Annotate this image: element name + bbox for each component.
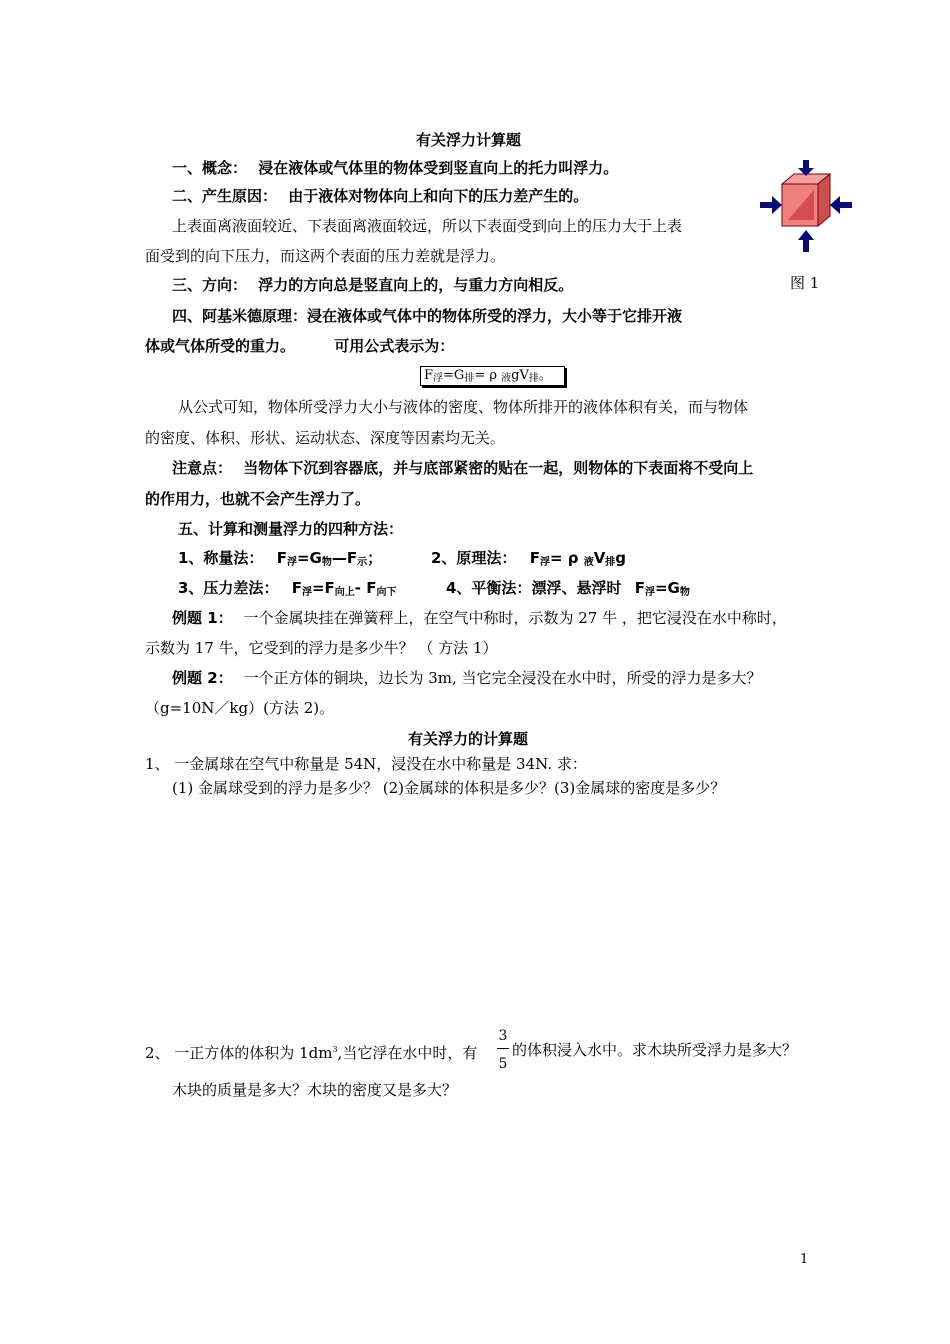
cause-text: 由于液体对物体向上和向下的压力差产生的。 [288, 187, 589, 205]
method-1: 1、称量法： $F_浮=G_物—F_示$； [178, 549, 383, 568]
attention-label: 注意点： [172, 459, 233, 477]
attention-line1 [172, 458, 753, 478]
principle-line2-a: 体或气体所受的重力。 [145, 337, 296, 355]
question2-line2: 木块的质量是多大？木块的密度又是多大？ [172, 1081, 458, 1099]
example1-line1 [172, 608, 787, 628]
attention-text-1: 当物体下沉到容器底，并与底部紧密的贴在一起，则物体的下表面将不受向上 [243, 459, 754, 477]
figure-caption: 图 1 [790, 274, 820, 292]
question2-line1-b: 的体积浸入水中。求木块所受浮力是多大？ [512, 1041, 798, 1059]
example2-label: 例题 2： [172, 669, 233, 687]
fraction-numerator: 3 [498, 1028, 508, 1044]
method-2: 2、原理法： $F_浮= \rho$ $_液V_排g$ [431, 549, 627, 568]
method-4: 4、平衡法：漂浮、悬浮时 $F_浮=G_物$ [446, 579, 690, 598]
example1-text-1: 一个金属块挂在弹簧秤上，在空气中称时，示数为 27 牛 ，把它浸没在水中称时， [243, 609, 787, 627]
concept-line [172, 158, 618, 178]
cause-explain-line2: 面受到的向下压力，而这两个表面的压力差就是浮力。 [145, 247, 506, 265]
direction-label: 三、方向： [172, 276, 248, 294]
method-3: 3、压力差法： $F_浮=F_{向上}-$ $F_{向下}$ [178, 579, 397, 598]
example2-line2: （g=10N／kg）(方法 2)。 [145, 699, 335, 717]
formula-note-line1: 从公式可知，物体所受浮力大小与液体的密度、物体所排开的液体体积有关，而与物体 [178, 398, 749, 416]
section2-title: 有关浮力的计算题 [408, 730, 529, 748]
concept-text: 浸在液体或气体里的物体受到竖直向上的托力叫浮力。 [258, 159, 619, 177]
example1-line2: 示数为 17 牛，它受到的浮力是多少牛？ （ 方法 1） [145, 639, 498, 657]
fraction-bar [497, 1048, 509, 1049]
example1-label: 例题 1： [172, 609, 233, 627]
concept-label: 一、概念： [172, 159, 248, 177]
methods-heading: 五、计算和测量浮力的四种方法： [178, 520, 404, 538]
cause-line [172, 186, 588, 206]
question1-line1: 1、 一金属球在空气中称量是 54N，浸没在水中称量是 34N. 求： [145, 755, 587, 773]
principle-line2 [145, 336, 454, 356]
direction-text: 浮力的方向总是竖直向上的，与重力方向相反。 [258, 276, 574, 294]
example2-text-1: 一个正方体的铜块，边长为 3m, 当它完全浸没在水中时，所受的浮力是多大？ [243, 669, 762, 687]
question1-line2: (1) 金属球受到的浮力是多少？ (2)金属球的体积是多少？(3)金属球的密度是多少？ [172, 779, 726, 797]
example2-line1 [172, 668, 762, 688]
archimedes-formula: $F_浮=G_排= \rho$ $_液gV_排$。 [420, 366, 565, 386]
page-number: 1 [800, 1252, 809, 1267]
principle-line2-b: 可用公式表示为： [334, 337, 455, 355]
direction-line [172, 275, 573, 295]
attention-line2: 的作用力，也就不会产生浮力了。 [145, 490, 371, 508]
fraction-denominator: 5 [498, 1056, 508, 1072]
formula-note-line2: 的密度、体积、形状、运动状态、深度等因素均无关。 [145, 429, 506, 447]
principle-line1: 四、阿基米德原理：浸在液体或气体中的物体所受的浮力，大小等于它排开液 [172, 307, 683, 325]
question2-line1-a: 2、 一正方体的体积为 $1dm^3$,当它浮在水中时，有 [145, 1044, 478, 1062]
page-title: 有关浮力计算题 [416, 131, 522, 149]
pressure-cube-figure [760, 160, 852, 252]
cause-label: 二、产生原因： [172, 187, 278, 205]
cause-explain-line1: 上表面离液面较近、下表面离液面较远，所以下表面受到向上的压力大于上表 [172, 217, 683, 235]
